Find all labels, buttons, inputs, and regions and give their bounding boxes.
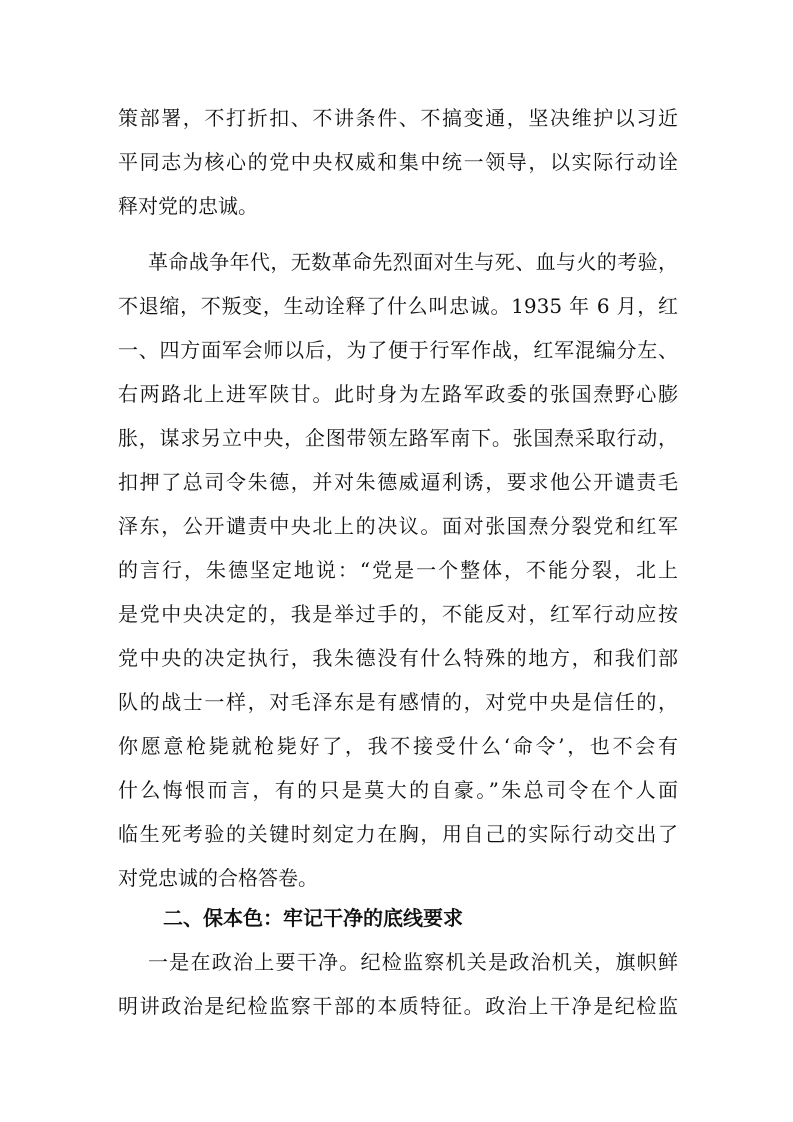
- text-line: 右两路北上进军陕甘。此时身为左路军政委的张国焘野心膨: [118, 382, 678, 406]
- text-line: 对党忠诚的合格答卷。: [118, 866, 318, 890]
- text-line: 胀，谋求另立中央，企图带领左路军南下。张国焘采取行动，: [118, 426, 678, 450]
- text-line: 扣押了总司令朱德，并对朱德威逼利诱，要求他公开谴责毛: [118, 470, 678, 494]
- section-heading: 二、保本色：牢记干净的底线要求: [163, 906, 463, 930]
- text-line: 一是在政治上要干净。纪检监察机关是政治机关，旗帜鲜: [148, 950, 678, 974]
- text-line: 平同志为核心的党中央权威和集中统一领导，以实际行动诠: [118, 150, 678, 174]
- text-line: 一、四方面军会师以后，为了便于行军作战，红军混编分左、: [118, 338, 678, 362]
- text-line: 释对党的忠诚。: [118, 194, 258, 218]
- text-line: 泽东，公开谴责中央北上的决议。面对张国焘分裂党和红军: [118, 514, 678, 538]
- text-line: 临生死考验的关键时刻定力在胸，用自己的实际行动交出了: [118, 822, 678, 846]
- text-line: 队的战士一样，对毛泽东是有感情的，对党中央是信任的，: [118, 690, 678, 714]
- text-line: 什么悔恨而言，有的只是莫大的自豪。”朱总司令在个人面: [118, 778, 678, 802]
- text-line: 策部署，不打折扣、不讲条件、不搞变通，坚决维护以习近: [118, 106, 678, 130]
- text-line: 你愿意枪毙就枪毙好了，我不接受什么‘命令’，也不会有: [118, 734, 678, 758]
- text-line: 是党中央决定的，我是举过手的，不能反对，红军行动应按: [118, 602, 678, 626]
- text-line: 不退缩，不叛变，生动诠释了什么叫忠诚。1935 年 6 月，红: [118, 294, 678, 318]
- text-line: 明讲政治是纪检监察干部的本质特征。政治上干净是纪检监: [118, 994, 678, 1018]
- text-line: 的言行，朱德坚定地说：“党是一个整体，不能分裂，北上: [118, 558, 678, 582]
- text-line: 革命战争年代，无数革命先烈面对生与死、血与火的考验，: [148, 250, 678, 274]
- text-line: 党中央的决定执行，我朱德没有什么特殊的地方，和我们部: [118, 646, 678, 670]
